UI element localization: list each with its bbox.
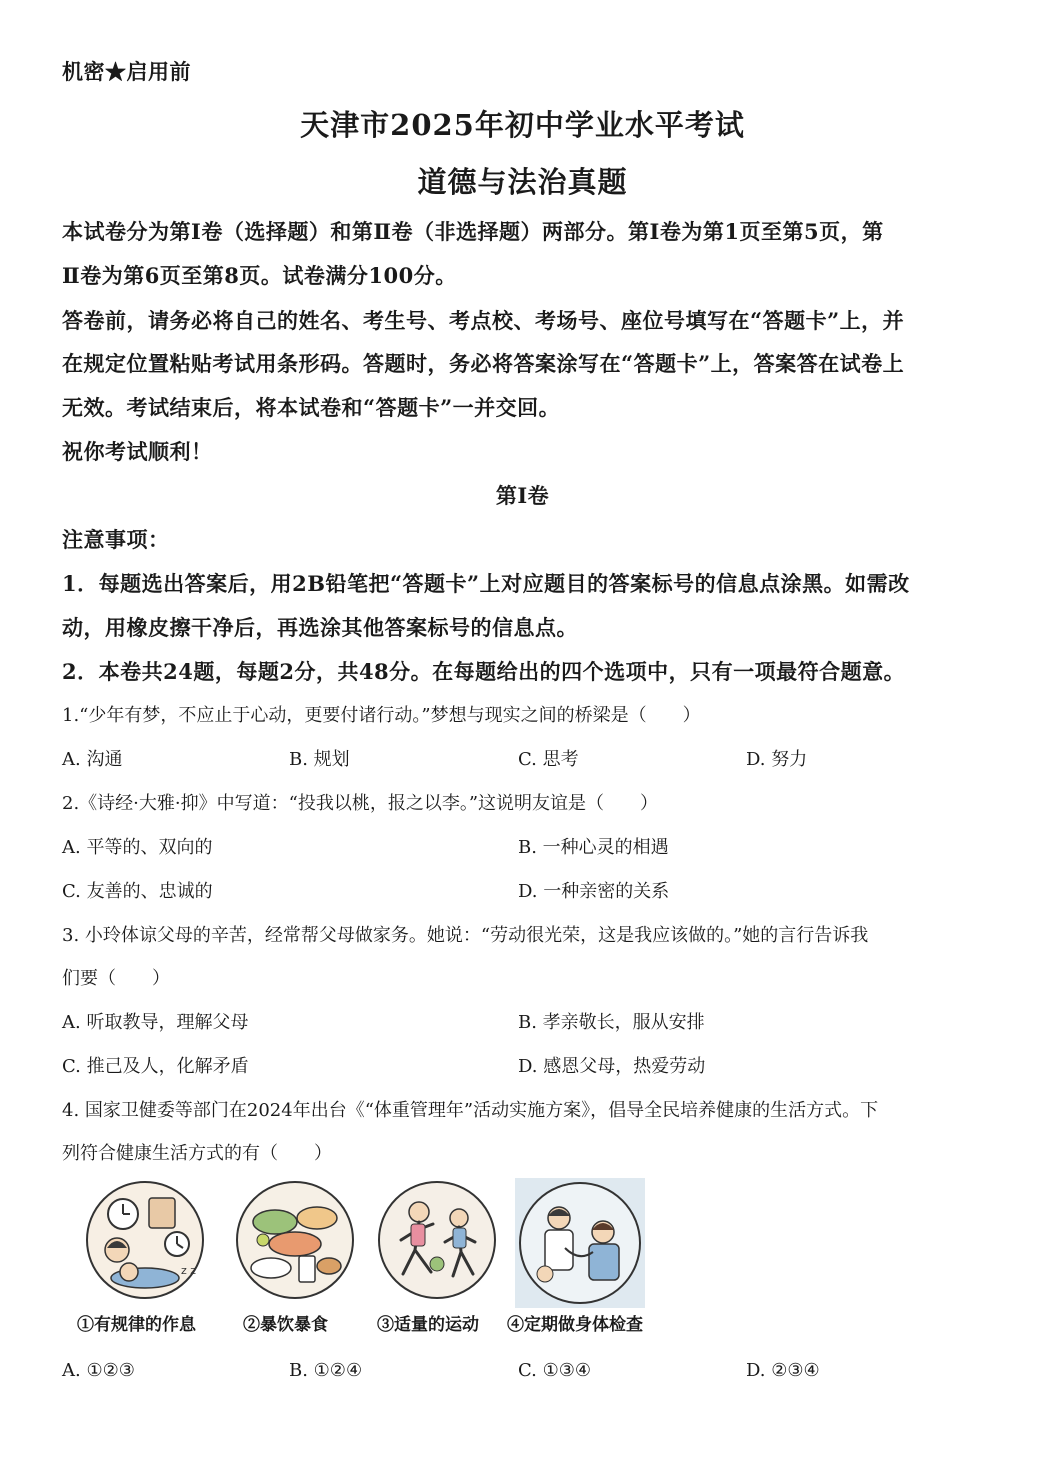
figure-2-caption: ②暴饮暴食: [243, 1315, 328, 1335]
sleep-clock-illustration: [77, 1178, 207, 1335]
question-4-option-c: C. ①③④: [518, 1360, 591, 1381]
question-1-option-c: C. 思考: [518, 749, 579, 770]
intro-line-1: 本试卷分为第Ⅰ卷（选择题）和第Ⅱ卷（非选择题）两部分。第Ⅰ卷为第1页至第5页，第: [62, 219, 884, 244]
question-4-stem-line-1: 4. 国家卫健委等部门在2024年出台《“体重管理年”活动实施方案》，倡导全民培养健康的生活方式。下: [62, 1100, 879, 1121]
notes-heading: 注意事项：: [62, 527, 170, 552]
note-1-line-1: 1．每题选出答案后，用2B铅笔把“答题卡”上对应题目的答案标号的信息点涂黑。如需改: [62, 571, 910, 596]
question-3-stem-line-1: 3. 小玲体谅父母的辛苦，经常帮父母做家务。她说：“劳动很光荣，这是我应该做的。”她的言行告诉我: [62, 925, 869, 946]
question-2-option-c: C. 友善的、忠诚的: [62, 881, 213, 902]
food-plate-illustration: [233, 1178, 357, 1335]
svg-text:z z: z z: [181, 1264, 197, 1277]
question-4-stem-line-2: 列符合健康生活方式的有（ ）: [62, 1143, 332, 1164]
confidential-label: 机密★启用前: [62, 59, 191, 84]
figure-3-caption: ③适量的运动: [377, 1315, 479, 1335]
question-1-option-b: B. 规划: [289, 749, 350, 770]
question-4-option-b: B. ①②④: [289, 1360, 363, 1381]
question-1-option-a: A. 沟通: [62, 749, 123, 770]
figure-4-caption: ④定期做身体检查: [507, 1315, 643, 1335]
exam-subtitle: 道德与法治真题: [417, 165, 628, 199]
note-1-line-2: 动，用橡皮擦干净后，再选涂其他答案标号的信息点。: [62, 615, 578, 640]
intro-line-2: Ⅱ卷为第6页至第8页。试卷满分100分。: [62, 263, 457, 288]
question-4-option-d: D. ②③④: [746, 1360, 820, 1381]
question-2-stem: 2.《诗经·大雅·抑》中写道：“投我以桃，报之以李。”这说明友谊是（ ）: [62, 793, 659, 814]
exercise-illustration: [375, 1178, 499, 1335]
question-3-option-d: D. 感恩父母，热爱劳动: [518, 1056, 706, 1077]
intro-line-6: 祝你考试顺利！: [62, 439, 213, 464]
question-3-option-a: A. 听取教导，理解父母: [62, 1012, 249, 1033]
section-title: 第Ⅰ卷: [495, 483, 550, 508]
intro-line-5: 无效。考试结束后，将本试卷和“答题卡”一并交回。: [62, 395, 561, 420]
medical-checkup-illustration: [507, 1178, 645, 1335]
question-1-stem: 1.“少年有梦，不应止于心动，更要付诸行动。”梦想与现实之间的桥梁是（ ）: [62, 705, 701, 726]
question-3-option-b: B. 孝亲敬长，服从安排: [518, 1012, 705, 1033]
question-3-option-c: C. 推己及人，化解矛盾: [62, 1056, 249, 1077]
exam-title: 天津市2025年初中学业水平考试: [300, 108, 745, 142]
question-1-option-d: D. 努力: [746, 749, 808, 770]
note-2: 2．本卷共24题，每题2分，共48分。在每题给出的四个选项中，只有一项最符合题意。: [62, 659, 906, 684]
question-4-figures: [75, 1178, 675, 1338]
question-2-option-a: A. 平等的、双向的: [62, 837, 213, 858]
question-2-option-b: B. 一种心灵的相遇: [518, 837, 669, 858]
question-3-stem-line-2: 们要（ ）: [62, 968, 170, 989]
figure-1-caption: ①有规律的作息: [77, 1315, 196, 1335]
question-4-option-a: A. ①②③: [62, 1360, 135, 1381]
intro-line-4: 在规定位置粘贴考试用条形码。答题时，务必将答案涂写在“答题卡”上，答案答在试卷上: [62, 351, 905, 376]
question-2-option-d: D. 一种亲密的关系: [518, 881, 670, 902]
intro-line-3: 答卷前，请务必将自己的姓名、考生号、考点校、考场号、座位号填写在“答题卡”上，并: [62, 308, 905, 333]
